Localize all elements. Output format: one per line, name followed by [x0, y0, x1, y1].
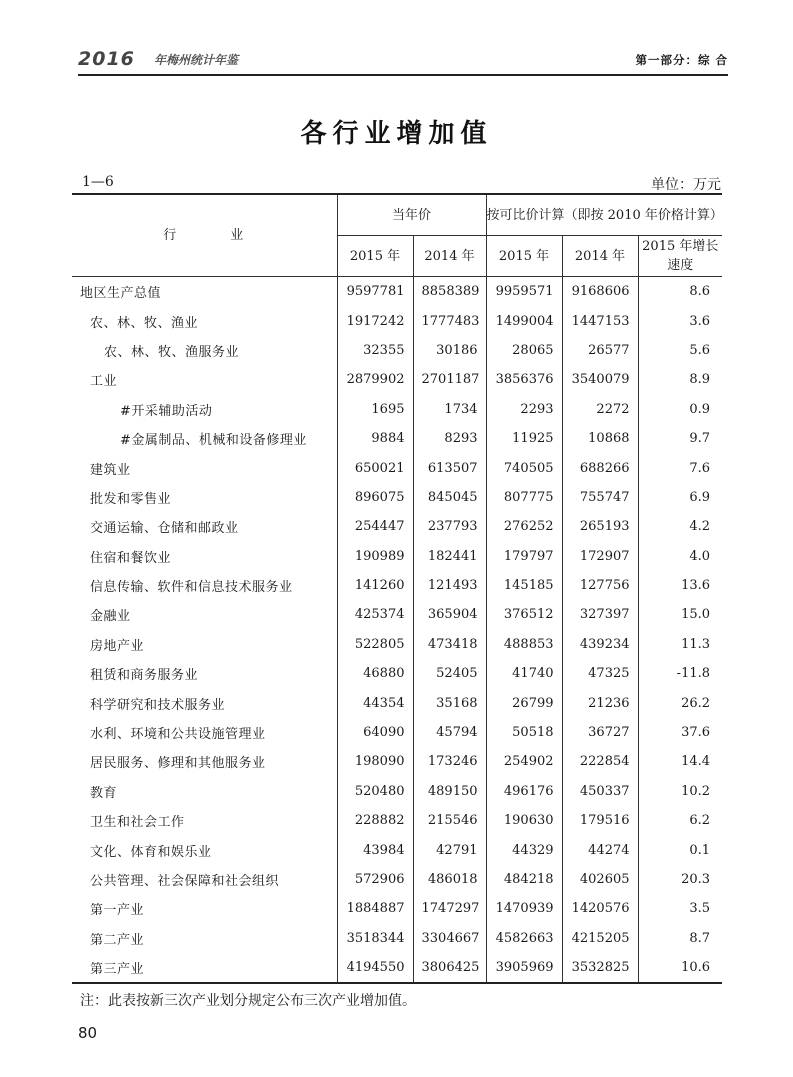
cell-comparable-2015: 11925	[486, 424, 562, 453]
table-row	[72, 747, 722, 776]
cell-growth: 10.2	[681, 783, 711, 799]
cell-current-2015: 1695	[337, 395, 413, 424]
table-row	[72, 953, 722, 983]
cell-current-2015: 141260	[337, 571, 413, 600]
cell-current-2014: 8293	[413, 424, 486, 453]
cell-comparable-2015: 1499004	[486, 306, 562, 335]
cell-growth: -11.8	[676, 666, 711, 682]
cell-industry-name: 水利、环境和公共设施管理业	[72, 718, 337, 747]
cell-growth: 8.9	[689, 372, 711, 388]
cell-industry-name: 地区生产总值	[72, 277, 337, 307]
cell-current-2014: 845045	[413, 483, 486, 512]
cell-comparable-2015: 276252	[486, 512, 562, 541]
cell-comparable-2015: 3905969	[486, 953, 562, 983]
cell-industry-name: 文化、体育和娱乐业	[72, 835, 337, 864]
cell-current-2014: 42791	[413, 835, 486, 864]
cell-growth: 26.2	[681, 695, 711, 711]
cell-current-2015: 572906	[337, 865, 413, 894]
industry-value-added-table	[72, 193, 722, 984]
cell-comparable-2015: 2293	[486, 395, 562, 424]
cell-growth: 5.6	[689, 342, 711, 358]
header-book-title: 年梅州统计年鉴	[154, 53, 239, 67]
cell-current-2015: 43984	[337, 835, 413, 864]
cell-growth: 8.7	[689, 930, 711, 946]
table-row	[72, 512, 722, 541]
cell-industry-name: #金属制品、机械和设备修理业	[72, 424, 337, 453]
table-row	[72, 865, 722, 894]
col-header-industry-char1: 行	[163, 228, 179, 243]
cell-industry-name: 批发和零售业	[72, 483, 337, 512]
cell-current-2015: 1917242	[337, 306, 413, 335]
table-row	[72, 365, 722, 394]
cell-industry-name: 住宿和餐饮业	[72, 542, 337, 571]
cell-comparable-2014: 179516	[562, 806, 638, 835]
col-group-comparable-price: 按可比价计算（即按 2010 年价格计算）	[486, 194, 722, 236]
cell-comparable-2014: 26577	[562, 336, 638, 365]
cell-comparable-2015: 740505	[486, 453, 562, 482]
table-row	[72, 894, 722, 923]
cell-current-2014: 486018	[413, 865, 486, 894]
cell-comparable-2014: 1447153	[562, 306, 638, 335]
footnote: 注：此表按新三次产业划分规定公布三次产业增加值。	[80, 993, 416, 1009]
cell-comparable-2015: 3856376	[486, 365, 562, 394]
cell-industry-name: 房地产业	[72, 630, 337, 659]
table-row	[72, 395, 722, 424]
cell-current-2014: 215546	[413, 806, 486, 835]
cell-current-2015: 4194550	[337, 953, 413, 983]
cell-current-2014: 173246	[413, 747, 486, 776]
cell-comparable-2015: 484218	[486, 865, 562, 894]
table-number: 1—6	[82, 174, 114, 190]
cell-current-2015: 425374	[337, 600, 413, 629]
table-row	[72, 424, 722, 453]
cell-growth: 37.6	[681, 725, 711, 741]
cell-comparable-2015: 190630	[486, 806, 562, 835]
cell-comparable-2015: 376512	[486, 600, 562, 629]
cell-industry-name: 农、林、牧、渔业	[72, 306, 337, 335]
header-year: 2016	[78, 48, 135, 70]
cell-comparable-2014: 127756	[562, 571, 638, 600]
cell-current-2015: 198090	[337, 747, 413, 776]
cell-comparable-2014: 1420576	[562, 894, 638, 923]
cell-current-2015: 44354	[337, 688, 413, 717]
cell-industry-name: 第三产业	[72, 953, 337, 983]
unit-label: 单位：万元	[651, 177, 721, 193]
cell-industry-name: 公共管理、社会保障和社会组织	[72, 865, 337, 894]
cell-current-2014: 182441	[413, 542, 486, 571]
cell-growth: 3.6	[689, 313, 711, 329]
cell-current-2015: 254447	[337, 512, 413, 541]
cell-comparable-2014: 265193	[562, 512, 638, 541]
cell-current-2014: 121493	[413, 571, 486, 600]
table-row	[72, 542, 722, 571]
col-header-comparable-2015: 2015 年	[486, 236, 562, 277]
table-row	[72, 924, 722, 953]
cell-current-2015: 32355	[337, 336, 413, 365]
cell-industry-name: 建筑业	[72, 453, 337, 482]
col-header-comparable-2014: 2014 年	[562, 236, 638, 277]
cell-growth: 0.1	[689, 842, 711, 858]
cell-comparable-2014: 439234	[562, 630, 638, 659]
cell-current-2015: 9597781	[337, 277, 413, 307]
cell-growth: 4.2	[689, 519, 711, 535]
cell-comparable-2015: 41740	[486, 659, 562, 688]
cell-current-2014: 3806425	[413, 953, 486, 983]
cell-comparable-2014: 21236	[562, 688, 638, 717]
cell-growth: 4.0	[689, 548, 711, 564]
cell-comparable-2015: 488853	[486, 630, 562, 659]
cell-industry-name: 科学研究和技术服务业	[72, 688, 337, 717]
cell-growth: 15.0	[681, 607, 711, 623]
table-row	[72, 336, 722, 365]
cell-industry-name: #开采辅助活动	[72, 395, 337, 424]
header-rule	[78, 74, 728, 76]
cell-growth: 8.6	[689, 284, 711, 300]
table-row	[72, 806, 722, 835]
cell-industry-name: 农、林、牧、渔服务业	[72, 336, 337, 365]
cell-industry-name: 第二产业	[72, 924, 337, 953]
table-row	[72, 600, 722, 629]
cell-growth: 6.9	[689, 489, 711, 505]
col-header-industry	[72, 194, 337, 277]
cell-comparable-2015: 496176	[486, 777, 562, 806]
cell-comparable-2014: 222854	[562, 747, 638, 776]
cell-growth: 14.4	[681, 754, 711, 770]
cell-comparable-2015: 28065	[486, 336, 562, 365]
table-row	[72, 306, 722, 335]
cell-comparable-2014: 2272	[562, 395, 638, 424]
cell-current-2014: 52405	[413, 659, 486, 688]
header-section: 第一部分：综 合	[635, 53, 728, 67]
cell-growth: 6.2	[689, 813, 711, 829]
cell-current-2015: 896075	[337, 483, 413, 512]
col-header-current-2015: 2015 年	[337, 236, 413, 277]
cell-growth: 0.9	[689, 401, 711, 417]
cell-comparable-2015: 1470939	[486, 894, 562, 923]
table-row	[72, 659, 722, 688]
cell-comparable-2015: 179797	[486, 542, 562, 571]
cell-current-2015: 9884	[337, 424, 413, 453]
cell-comparable-2014: 44274	[562, 835, 638, 864]
cell-current-2014: 1777483	[413, 306, 486, 335]
cell-comparable-2014: 327397	[562, 600, 638, 629]
cell-current-2014: 473418	[413, 630, 486, 659]
cell-current-2015: 46880	[337, 659, 413, 688]
cell-current-2014: 365904	[413, 600, 486, 629]
cell-comparable-2014: 402605	[562, 865, 638, 894]
cell-current-2014: 2701187	[413, 365, 486, 394]
cell-comparable-2014: 9168606	[562, 277, 638, 307]
cell-comparable-2014: 450337	[562, 777, 638, 806]
table-row	[72, 630, 722, 659]
cell-industry-name: 金融业	[72, 600, 337, 629]
page-title: 各行业增加值	[300, 119, 493, 149]
col-header-current-2014: 2014 年	[413, 236, 486, 277]
cell-current-2015: 522805	[337, 630, 413, 659]
cell-comparable-2015: 4582663	[486, 924, 562, 953]
cell-current-2015: 1884887	[337, 894, 413, 923]
table-row	[72, 277, 722, 307]
cell-comparable-2014: 3540079	[562, 365, 638, 394]
cell-comparable-2015: 807775	[486, 483, 562, 512]
cell-growth: 7.6	[689, 460, 711, 476]
table-row	[72, 453, 722, 482]
cell-current-2015: 228882	[337, 806, 413, 835]
cell-comparable-2015: 50518	[486, 718, 562, 747]
table-row	[72, 571, 722, 600]
cell-industry-name: 卫生和社会工作	[72, 806, 337, 835]
table-row	[72, 777, 722, 806]
cell-current-2015: 650021	[337, 453, 413, 482]
table-row	[72, 483, 722, 512]
cell-current-2014: 45794	[413, 718, 486, 747]
cell-growth: 9.7	[689, 431, 711, 447]
cell-industry-name: 第一产业	[72, 894, 337, 923]
cell-current-2015: 3518344	[337, 924, 413, 953]
cell-industry-name: 工业	[72, 365, 337, 394]
cell-industry-name: 信息传输、软件和信息技术服务业	[72, 571, 337, 600]
cell-current-2014: 35168	[413, 688, 486, 717]
cell-comparable-2014: 4215205	[562, 924, 638, 953]
cell-comparable-2014: 47325	[562, 659, 638, 688]
col-header-growth: 2015 年增长速度	[638, 236, 722, 277]
cell-growth: 11.3	[681, 636, 711, 652]
cell-current-2014: 489150	[413, 777, 486, 806]
cell-current-2015: 190989	[337, 542, 413, 571]
cell-comparable-2014: 10868	[562, 424, 638, 453]
cell-comparable-2015: 9959571	[486, 277, 562, 307]
cell-current-2015: 520480	[337, 777, 413, 806]
cell-comparable-2014: 172907	[562, 542, 638, 571]
page-number: 80	[78, 1024, 98, 1042]
cell-comparable-2014: 755747	[562, 483, 638, 512]
cell-industry-name: 租赁和商务服务业	[72, 659, 337, 688]
cell-current-2014: 8858389	[413, 277, 486, 307]
table-row	[72, 718, 722, 747]
running-header	[78, 48, 728, 74]
cell-growth: 20.3	[681, 872, 711, 887]
cell-growth: 3.5	[689, 901, 711, 917]
table-body	[72, 277, 722, 984]
table-row	[72, 688, 722, 717]
cell-industry-name: 居民服务、修理和其他服务业	[72, 747, 337, 776]
cell-industry-name: 交通运输、仓储和邮政业	[72, 512, 337, 541]
cell-comparable-2014: 3532825	[562, 953, 638, 983]
cell-current-2015: 64090	[337, 718, 413, 747]
table-row	[72, 835, 722, 864]
cell-current-2014: 1747297	[413, 894, 486, 923]
cell-current-2014: 237793	[413, 512, 486, 541]
cell-current-2014: 3304667	[413, 924, 486, 953]
cell-comparable-2015: 44329	[486, 835, 562, 864]
col-group-current-price: 当年价	[337, 194, 486, 236]
cell-comparable-2014: 688266	[562, 453, 638, 482]
cell-comparable-2015: 254902	[486, 747, 562, 776]
cell-current-2014: 613507	[413, 453, 486, 482]
cell-current-2015: 2879902	[337, 365, 413, 394]
cell-growth: 13.6	[681, 578, 711, 594]
cell-industry-name: 教育	[72, 777, 337, 806]
cell-growth: 10.6	[638, 953, 722, 983]
cell-comparable-2015: 145185	[486, 571, 562, 600]
col-header-industry-char2: 业	[230, 228, 246, 243]
cell-current-2014: 30186	[413, 336, 486, 365]
cell-comparable-2014: 36727	[562, 718, 638, 747]
cell-comparable-2015: 26799	[486, 688, 562, 717]
cell-current-2014: 1734	[413, 395, 486, 424]
